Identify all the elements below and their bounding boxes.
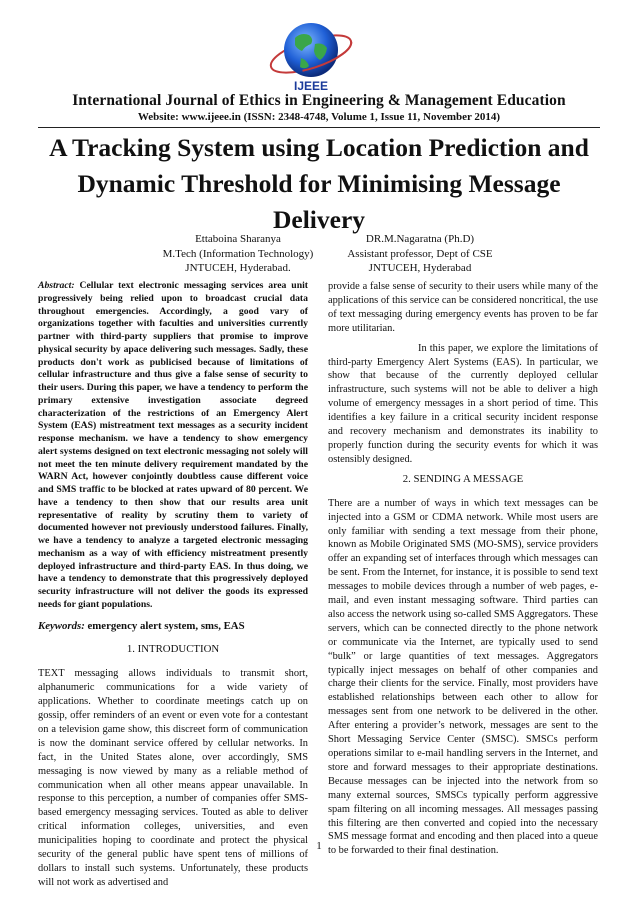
introduction-paragraph-2: In this paper, we explore the limitations of third-party Emergency Alert Systems (EAS). In particular, we show that because of the currently deployed cellular infrastructure, such systems will not be able to deliver a high volume of emergency messages in a short period of time. This identifies a key failure in a critical security incident response and recovery mechanism and demonstrates its inability to properly function during the security events for which it was ostensibly designed. — [328, 342, 598, 465]
page-number: 1 — [316, 840, 322, 852]
author-affiliation: JNTUCEH, Hyderabad. — [185, 262, 291, 274]
author-name: Ettaboina Sharanya — [195, 233, 281, 245]
abstract-text: Cellular text electronic messaging services area unit progressively being relied upon to broadcast crucial data throughout emergencies. Accordingly, a good vary of organizations together with faculties and universities currently partner with third-party suppliers that promise to improve physical security by apace delivering such messages. Sadly, these products don't work as publicised because of limitations of cellular infrastructure and thus give a false sense of security to their users. During this paper, we have a tendency to perform the primary extensive investigation associate degreed characterization of the restrictions of an Emergency Alert System (EAS) mistreatment text messages as a security incident response mechanism. we have a tendency to show emergency alert systems designed on text electronic messaging not solely will not meet the ten minute delivery requirement mandated by the WARN Act, however conjointly doubtless cause different voice and SMS traffic to be blocked at rates upward of 80 percent. We have a tendency to then show that our results area unit representative of reality by scrutiny them to variety of documented however not previously understood failures. Finally, we have a tendency to analyze a targeted electronic messaging mechanism as a way of with efficiency mistreatment presently deployed infrastructure and third-party EAS. In thus doing, we have a tendency to demonstrate that this progressively deployed security infrastructure will not deliver the goods its expressed needs for giant populations. — [38, 280, 308, 610]
paper-title: A Tracking System using Location Prediction and Dynamic Threshold for Minimising Message Delivery — [49, 133, 589, 234]
keywords — [38, 620, 308, 634]
sending-message-heading: 2. SENDING A MESSAGE — [402, 472, 524, 485]
author-role: M.Tech (Information Technology) — [162, 247, 314, 260]
author-name: DR.M.Nagaratna (Ph.D) — [365, 233, 475, 245]
journal-issue-line: Website: www.ijeee.in (ISSN: 2348-4748, Volume 1, Issue 11, November 2014) — [137, 111, 501, 123]
author-affiliation: JNTUCEH, Hyderabad — [368, 262, 472, 274]
logo-text: IJEEE — [293, 79, 329, 93]
keywords-label: Keywords: — [38, 619, 85, 632]
introduction-heading: 1. INTRODUCTION — [126, 643, 220, 656]
abstract-label: Abstract: — [38, 280, 75, 291]
globe-logo-icon — [265, 14, 357, 96]
journal-title: International Journal of Ethics in Engineering & Management Education — [72, 92, 566, 109]
author-block-1 — [138, 232, 338, 276]
introduction-paragraph: TEXT messaging allows individuals to transmit short, alphanumeric communications for a wide variety of applications. Whether to coordinate meetings catch up on gossip, offer reminders of an event or even vote for a contestant on a television game show, this discreet form of communication is now the dominant service offered by cellular networks. In fact, in the United States alone, over accordingly, SMS messaging is now viewed by many as a reliable method of communication when all other means appear unavailable. In response to this perception, a number of companies offer SMS-based emergency messaging services. Touted as able to deliver critical information colleges, universities, and even municipalities hoping to coordinate and protect the physical security of the general public have spent tens of millions of dollars to install such systems. Unfortunately, these products will not work as advertised and — [38, 668, 308, 888]
keywords-text: emergency alert system, sms, EAS — [87, 619, 245, 632]
introduction-continuation: provide a false sense of security to their users while many of the applications of this service can be considered noncritical, the use of text messaging during emergency events has proven to be far more utilitarian. — [328, 281, 598, 334]
author-block-2 — [320, 232, 520, 276]
right-column — [328, 280, 598, 864]
journal-logo — [265, 14, 357, 96]
sending-message-paragraph: There are a number of ways in which text messages can be injected into a GSM or CDMA network. While most users are only familiar with sending a text message from their phone, known as Mobile Originated SMS (MO-SMS), service providers offer an expanding set of interfaces through which messages can be sent. From the Internet, for instance, it is possible to send text messages to mobile devices through a number of web pages, e-mail, and even instant messaging software. Third parties can also access the network using so-called SMS Aggregators. These servers, which can be connected directly to the phone network or communicate via the Internet, are typically used to send “bulk” or large quantities of text messages. Aggregators typically inject messages on behalf of other companies and charge their clients for the service. Finally, most providers have established relationships between each other to allow for messages sent from one network to be delivered in the other. After entering a provider’s network, messages are sent to the Short Messaging Service Center (SMSC). SMSCs perform operations similar to e-mail handling servers in the Internet, and store and forward messages to their appropriate destinations. Because messages can be injected into the network from so many external sources, SMSCs typically perform aggressive spam filtering on all incoming messages. All messages passing this filtering are then converted and copied into the necessary SMS message format and encoding and then placed into a queue to be forwarded to their final destination. — [328, 497, 598, 857]
abstract — [38, 280, 308, 612]
left-column — [38, 280, 308, 896]
author-role: Assistant professor, Dept of CSE — [347, 247, 493, 260]
header-rule — [38, 127, 600, 128]
